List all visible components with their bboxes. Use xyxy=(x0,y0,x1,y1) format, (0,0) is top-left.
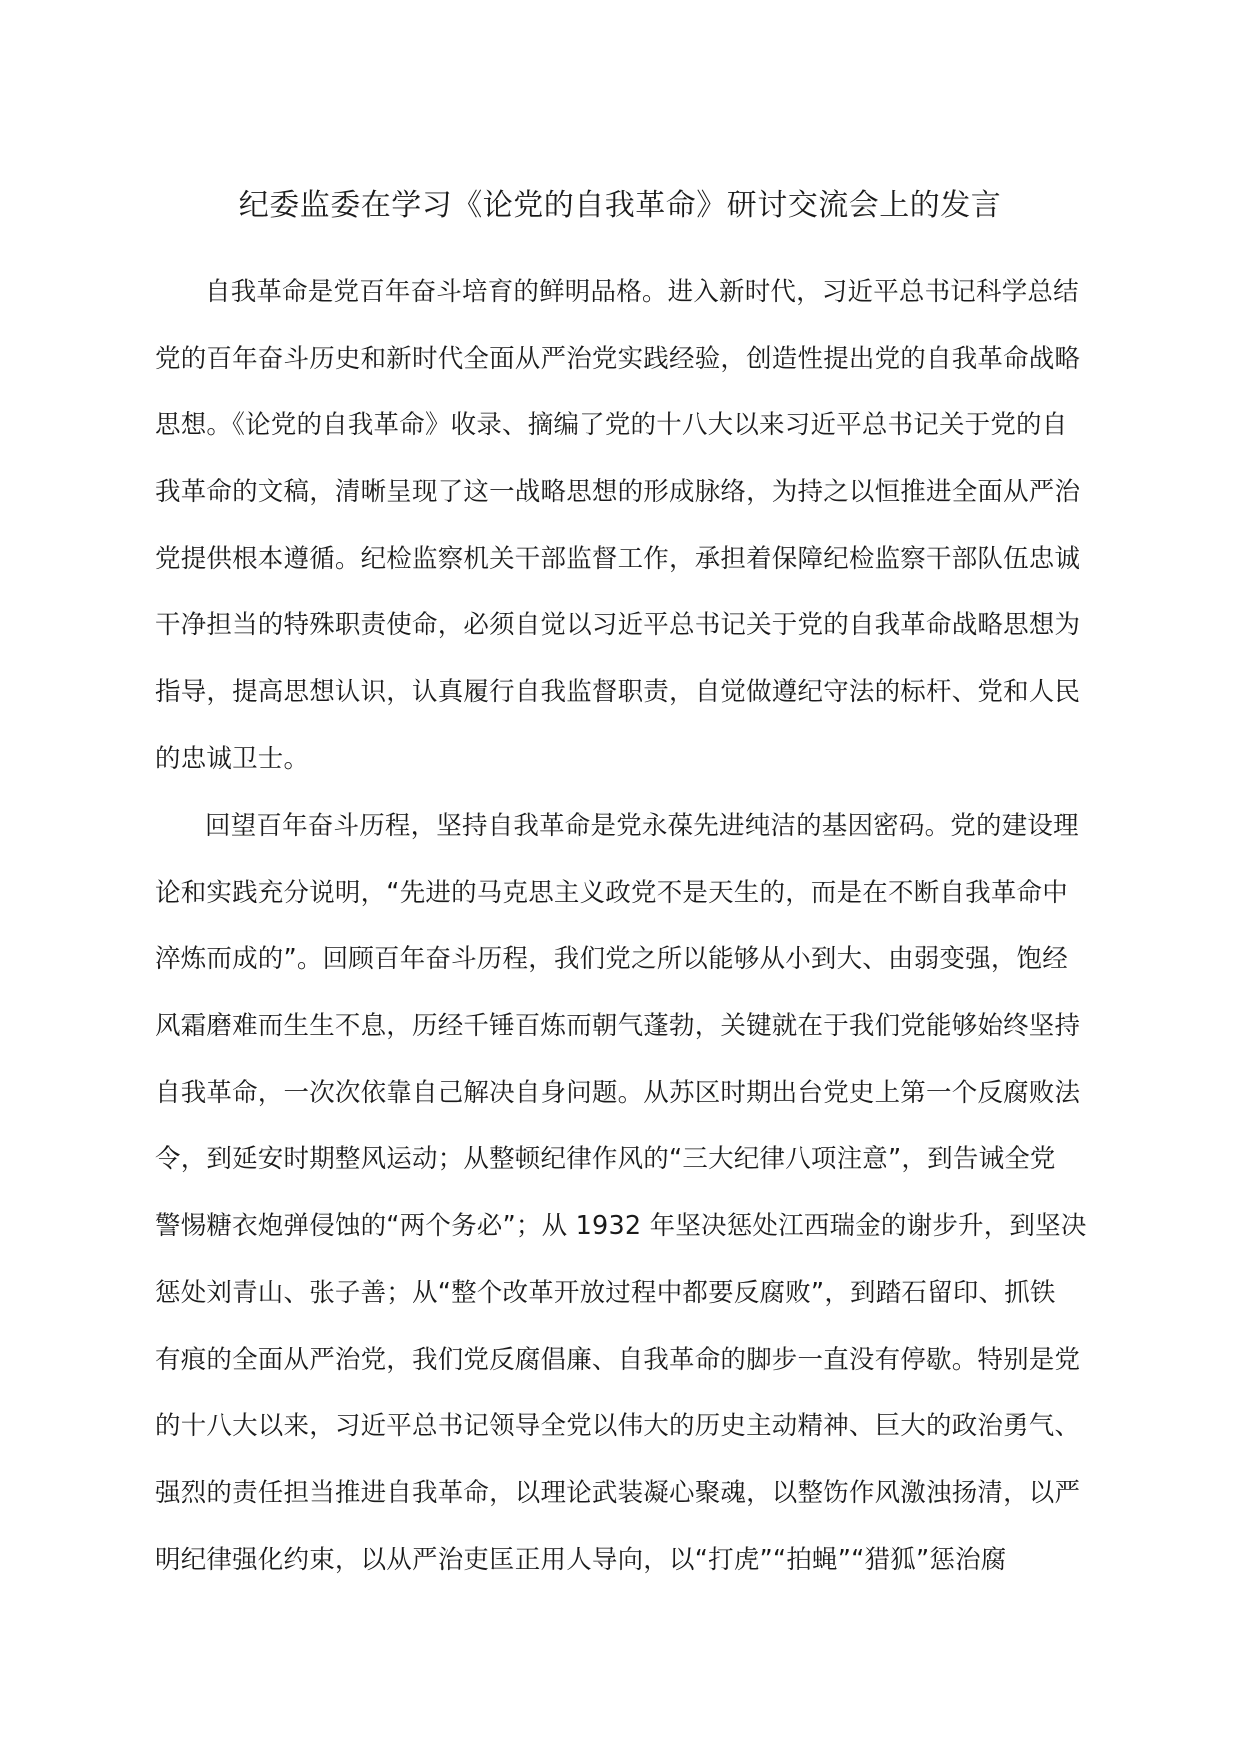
document-title: 纪委监委在学习《论党的自我革命》研讨交流会上的发言 xyxy=(238,188,1002,223)
text-line: 党的百年奋斗历史和新时代全面从严治党实践经验，创造性提出党的自我革命战略 xyxy=(155,343,1081,374)
text-line: 有痕的全面从严治党，我们党反腐倡廉、自我革命的脚步一直没有停歇。特别是党 xyxy=(155,1344,1081,1375)
text-line: 的十八大以来，习近平总书记领导全党以伟大的历史主动精神、巨大的政治勇气、 xyxy=(155,1411,1081,1442)
text-line: 自我革命是党百年奋斗培育的鲜明品格。进入新时代，习近平总书记科学总结 xyxy=(205,277,1079,307)
text-line: 风霜磨难而生生不息，历经千锤百炼而朝气蓬勃，关键就在于我们党能够始终坚持 xyxy=(155,1011,1081,1042)
text-line: 回望百年奋斗历程，坚持自我革命是党永葆先进纯洁的基因密码。党的建设理 xyxy=(205,811,1079,841)
text-line: 我革命的文稿，清晰呈现了这一战略思想的形成脉络，为持之以恒推进全面从严治 xyxy=(155,477,1081,508)
text-line: 论和实践充分说明，“先进的马克思主义政党不是天生的，而是在不断自我革命中 xyxy=(155,877,1068,908)
text-line: 党提供根本遵循。纪检监察机关干部监督工作，承担着保障纪检监察干部队伍忠诚 xyxy=(155,543,1081,574)
text-line: 明纪律强化约束，以从严治吏匡正用人导向，以“打虎”“拍蝇”“猎狐”惩治腐 xyxy=(155,1544,1007,1575)
text-line: 的忠诚卫士。 xyxy=(155,743,310,774)
text-line: 惩处刘青山、张子善；从“整个改革开放过程中都要反腐败”，到踏石留印、抓铁 xyxy=(155,1277,1056,1308)
paragraph-1 xyxy=(155,272,1081,806)
paragraph-2 xyxy=(155,806,1087,1606)
text-line: 干净担当的特殊职责使命，必须自觉以习近平总书记关于党的自我革命战略思想为 xyxy=(155,610,1081,641)
text-line: 令，到延安时期整风运动；从整顿纪律作风的“三大纪律八项注意”，到告诫全党 xyxy=(155,1144,1056,1175)
text-line: 自我革命，一次次依靠自己解决自身问题。从苏区时期出台党史上第一个反腐败法 xyxy=(155,1077,1081,1108)
text-line: 淬炼而成的”。回顾百年奋斗历程，我们党之所以能够从小到大、由弱变强，饱经 xyxy=(155,944,1068,975)
text-line: 警惕糖衣炮弹侵蚀的“两个务必”；从 1932 年坚决惩处江西瑞金的谢步升，到坚决 xyxy=(155,1211,1087,1242)
text-line: 指导，提高思想认识，认真履行自我监督职责，自觉做遵纪守法的标杆、党和人民 xyxy=(155,677,1081,708)
text-line: 思想。《论党的自我革命》收录、摘编了党的十八大以来习近平总书记关于党的自 xyxy=(155,410,1068,441)
text-line: 强烈的责任担当推进自我革命，以理论武装凝心聚魂，以整饬作风激浊扬清，以严 xyxy=(155,1477,1081,1508)
